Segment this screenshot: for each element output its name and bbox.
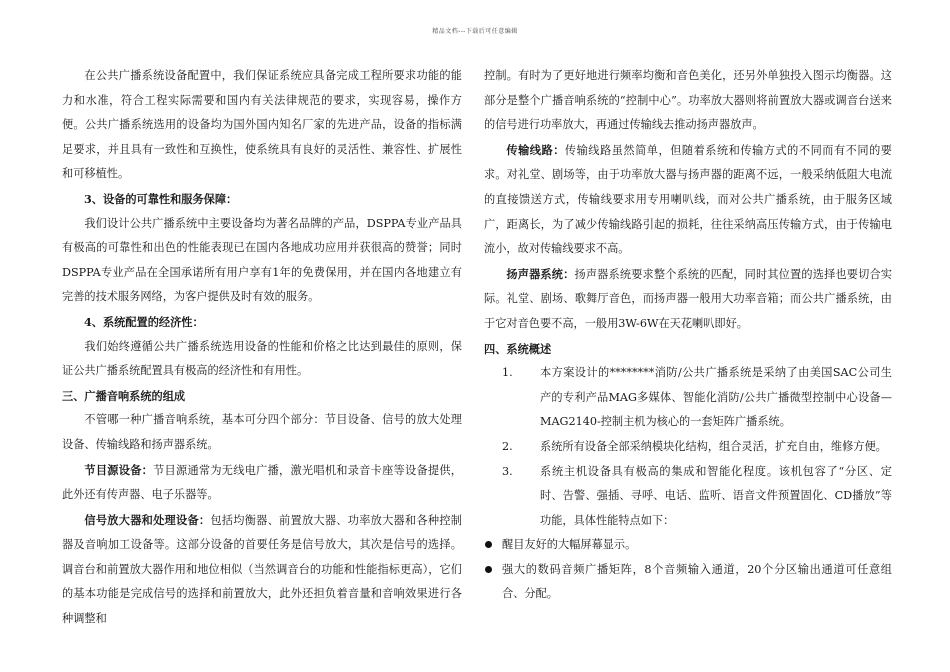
lead-amplifier: 信号放大器和处理设备：: [84, 512, 211, 527]
numbered-item: [484, 435, 892, 460]
bullet-item: [484, 558, 892, 607]
heading-reliability: 3、设备的可靠性和服务保障：: [84, 191, 238, 206]
bullet-dot-icon: [485, 566, 492, 573]
item-text: 本方案设计的********消防/公共广播系统是采纳了由美国SAC公司生产的专利产品MAG多媒体、智能化消防/公共广播微型控制中心设备—MAG2140-控制主机为核心的一套矩阵广播系统。: [540, 366, 892, 429]
paragraph-composition: 不管哪一种广播音响系统，基本可分四个部分：节目设备、信号的放大处理设备、传输线路和扬声器系统。: [62, 413, 462, 451]
lead-program-source: 节目源设备：: [84, 462, 154, 477]
lead-transmission: 传输线路：: [506, 142, 565, 157]
right-column: [484, 64, 892, 607]
paragraph-program-source: [62, 458, 462, 508]
item-number: 1.: [502, 366, 513, 380]
paragraph-amplifier: [62, 508, 462, 632]
paragraph-design-principles: 在公共广播系统设备配置中，我们保证系统应具备完成工程所要求功能的能力和水准，符合工程实际需要和国内有关法律规范的要求，实现容易，操作方便。公共广播系统选用的设备均为国外国内知名厂家的先进产品，设备的指标满足要求，并且具有一致性和互换性，使系统具有良好的灵活性、兼容性、扩展性和可移植性。: [62, 69, 462, 181]
bullet-text: 醒目友好的大幅屏幕显示。: [502, 538, 637, 552]
text-amplifier: 包括均衡器、前置放大器、功率放大器和各种控制器及音响加工设备等。这部分设备的首要任务是信号放大，其次是信号的选择。调音台和前置放大器作用和地位相似（当然调音台的功能和性能指标更高），它们的基本功能是完成信号的选择和前置放大，此外还担负着音量和音响效果进行各种调整和: [62, 513, 462, 626]
paragraph-reliability: 我们设计公共广播系统中主要设备均为著名品牌的产品，DSPPA专业产品具有极高的可靠性和出色的性能表现已在国内各地成功应用并获很高的赞誉；同时DSPPA专业产品在全国承诺所有用户享有1年的免费保用，并在国内各地建立有完善的技术服务网络，为客户提供及时有效的服务。: [62, 216, 462, 304]
paragraph-economy: 我们始终遵循公共广播系统选用设备的性能和价格之比达到最佳的原则，保证公共广播系统配置具有极高的经济性和有用性。: [62, 339, 462, 378]
text-program-source: 节目源通常为无线电广播，激光唱机和录音卡座等设备提供，此外还有传声器、电子乐器等。: [62, 463, 462, 502]
bullet-dot-icon: [485, 541, 492, 548]
item-number: 2.: [502, 439, 513, 453]
left-column: [62, 64, 462, 632]
heading-economy: 4、系统配置的经济性：: [84, 314, 204, 329]
section-heading-overview: 四、系统概述: [484, 341, 552, 356]
bullet-item: [484, 533, 892, 558]
page-header: 精品文档---下载后可任意编辑: [432, 28, 518, 35]
section-heading-composition: 三、广播音响系统的组成: [62, 388, 186, 403]
item-number: 3.: [502, 464, 513, 478]
paragraph-control-center: 控制。有时为了更好地进行频率均衡和音色美化，还另外单独投入图示均衡器。这部分是整个广播音响系统的“控制中心”。功率放大器则将前置放大器或调音台送来的信号进行功率放大，再通过传输线去推动扬声器放声。: [484, 69, 892, 132]
lead-speaker: 扬声器系统：: [506, 266, 575, 281]
paragraph-speaker: [484, 262, 892, 337]
bullet-text: 强大的数码音频广播矩阵，8个音频输入通道，20个分区输出通道可任意组合、分配。: [502, 562, 892, 601]
numbered-item: [484, 460, 892, 534]
item-text: 系统所有设备全部采纳模块化结构，组合灵活，扩充自由，维修方便。: [540, 439, 887, 453]
text-transmission: 传输线路虽然简单，但随着系统和传输方式的不同而有不同的要求。对礼堂、剧场等，由于功率放大器与扬声器的距离不远，一般采纳低阻大电流的直接馈送方式，传输线要求用专用喇叭线，而对公共广播系统，由于服务区域广，距离长，为了减少传输线路引起的损耗，往往采纳高压传输方式，由于传输电流小，故对传输线要求不高。: [484, 143, 892, 256]
paragraph-transmission: [484, 138, 892, 262]
text-speaker: 扬声器系统要求整个系统的匹配，同时其位置的选择也要切合实际。礼堂、剧场、歌舞厅音色，而扬声器一般用大功率音箱；而公共广播系统，由于它对音色要不高，一般用3W-6W在天花喇叭即好。: [484, 267, 892, 330]
numbered-item: [484, 361, 892, 435]
item-text: 系统主机设备具有极高的集成和智能化程度。该机包容了“分区、定时、告警、强插、寻呼、电话、监听、语音文件预置固化、CD播放”等功能，具体性能特点如下：: [540, 464, 892, 527]
